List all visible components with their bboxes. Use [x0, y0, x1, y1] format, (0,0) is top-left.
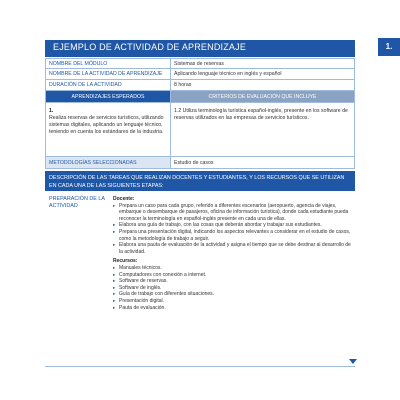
teacher-task-item: ▸ Prepara una presentación digital, indicando los aspectos relevantes a considerar en el estudio de casos, como la metodología de trabajo a seguir. [113, 229, 351, 242]
resource-item: ▸ Pauta de evaluación. [113, 305, 351, 312]
module-row [46, 59, 355, 69]
outcome-cell [46, 103, 171, 157]
activity-row [46, 69, 355, 80]
resource-item: ▸ Guía de trabajo con diferentes situaciones. [113, 291, 351, 298]
methodology-label: METODOLOGÍAS SELECCIONADAS [46, 157, 171, 169]
outcome-number: 1. [49, 108, 54, 114]
preparation-body [111, 193, 355, 311]
down-arrow-icon[interactable] [349, 359, 357, 364]
methodology-value: Estudio de casos [171, 157, 355, 169]
criteria-header: CRITERIOS DE EVALUACIÓN QUE INCLUYE [171, 91, 355, 103]
outcomes-header: APRENDIZAJES ESPERADOS [46, 91, 171, 103]
preparation-section [45, 193, 355, 311]
activity-title: EJEMPLO DE ACTIVIDAD DE APRENDIZAJE [45, 40, 355, 55]
criterion-text: 1.2 Utiliza terminología turística español-inglés, presente en los software de reservas utilizados en las empresas de servicios turísticos. [171, 103, 355, 157]
outcomes-header-row [46, 91, 355, 103]
resource-item: ▸ Manuales técnicos. [113, 265, 351, 272]
outcome-row [46, 103, 355, 157]
teacher-task-item: ▸ Elabora una guía de trabajo, con las cosas que deberán abordar y trabajar sus estudiantes. [113, 222, 351, 229]
activity-label: NOMBRE DE LA ACTIVIDAD DE APRENDIZAJE [46, 69, 171, 80]
bottom-divider [45, 366, 355, 367]
page-number: 1. [378, 38, 400, 56]
teacher-task-item: ▸ Prepara un caso para cada grupo, referido a diferentes escenarios (aeropuerto, agencia de viajes, embarque o desembarque de pasajeros, oficina de información turística), donde cada estudiante pueda reconocer la terminología en español-inglés presente en cada una de ellas. [113, 203, 351, 223]
resource-item: ▸ Software de inglés. [113, 285, 351, 292]
resource-item: ▸ Software de reservas. [113, 278, 351, 285]
teacher-heading: Docente: [113, 196, 135, 202]
duration-row [46, 80, 355, 91]
teacher-task-item: ▸ Elabora una pauta de evaluación de la actividad y asigna el tiempo que se debe destinar al desarrollo de la actividad. [113, 242, 351, 255]
outcome-text: Realiza reservas de servicios turísticos, utilizando sistemas digitales, aplicando un lenguaje técnico, teniendo en cuenta los estándares de la industria. [49, 115, 164, 135]
duration-label: DURACIÓN DE LA ACTIVIDAD [46, 80, 171, 91]
resource-item: ▸ Presentación digital. [113, 298, 351, 305]
preparation-label: PREPARACIÓN DE LA ACTIVIDAD [49, 196, 105, 209]
methodology-row [46, 157, 355, 169]
activity-value: Aplicando lenguaje técnico en inglés y español [171, 69, 355, 80]
activity-info-table [45, 58, 355, 169]
resource-item: ▸ Computadores con conexión a internet. [113, 272, 351, 279]
resources-heading: Recursos: [113, 258, 138, 265]
activity-sheet [45, 58, 355, 311]
resource-list [113, 265, 351, 311]
tasks-description: DESCRIPCIÓN DE LAS TAREAS QUE REALIZAN DOCENTES Y ESTUDIANTES, Y LOS RECURSOS QUE SE UTILIZAN EN CADA UNA DE LAS SIGUIENTES ETAPAS: [45, 171, 355, 191]
teacher-task-list [113, 203, 351, 256]
duration-value: 8 horas [171, 80, 355, 91]
module-label: NOMBRE DEL MÓDULO [46, 59, 171, 69]
title-divider [45, 55, 355, 57]
module-value: Sistemas de reservas [171, 59, 355, 69]
